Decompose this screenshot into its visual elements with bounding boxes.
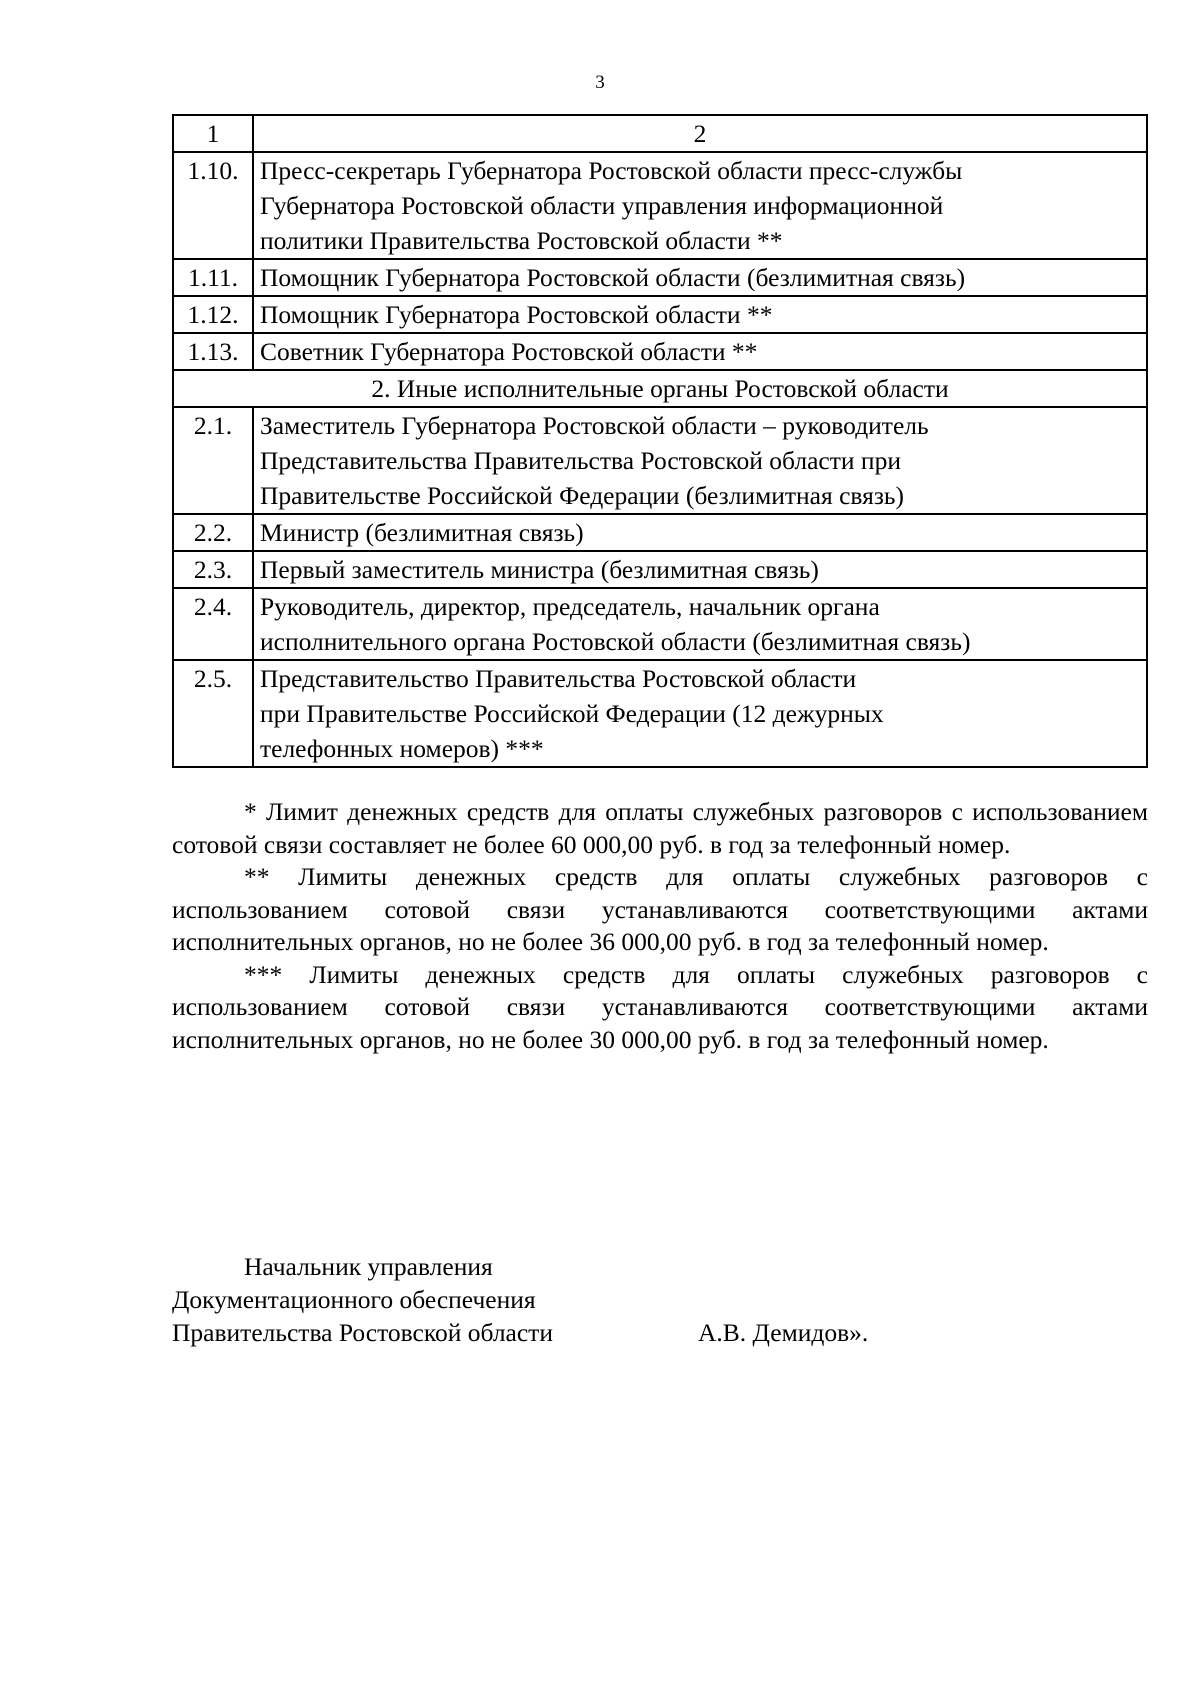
row-number: 2.3. [173, 551, 253, 588]
footnotes [172, 796, 1148, 1056]
row-position-line: Заместитель Губернатора Ростовской области – руководитель [260, 411, 929, 440]
section-title: 2. Иные исполнительные органы Ростовской области [173, 370, 1147, 407]
row-number: 1.11. [173, 259, 253, 296]
table-row [173, 660, 1147, 767]
row-number: 1.12. [173, 296, 253, 333]
row-position [253, 588, 1147, 660]
row-position-line: при Правительстве Российской Федерации (12 дежурных [260, 699, 884, 728]
row-number: 1.10. [173, 152, 253, 259]
table-row [173, 259, 1147, 296]
table-header-row [173, 115, 1147, 152]
row-position-line: Помощник Губернатора Ростовской области ** [260, 300, 773, 329]
row-position-line: Правительстве Российской Федерации (безлимитная связь) [260, 481, 905, 510]
table-section-row [173, 370, 1147, 407]
signature-block [172, 1250, 1148, 1349]
row-number: 1.13. [173, 333, 253, 370]
table-row [173, 514, 1147, 551]
row-number: 2.2. [173, 514, 253, 551]
row-position-line: Представительства Правительства Ростовской области при [260, 446, 901, 475]
row-position-line: политики Правительства Ростовской области ** [260, 226, 783, 255]
row-position-line: исполнительного органа Ростовской области (безлимитная связь) [260, 627, 971, 656]
row-position [253, 514, 1147, 551]
row-position-line: Пресс-секретарь Губернатора Ростовской области пресс-службы [260, 156, 963, 185]
row-position-line: телефонных номеров) *** [260, 734, 544, 763]
row-position-line: Первый заместитель министра (безлимитная связь) [260, 555, 819, 584]
signer-title-line-1: Начальник управления [244, 1252, 493, 1281]
row-position [253, 407, 1147, 514]
footnote-three-star: *** Лимиты денежных средств для оплаты служебных разговоров с использованием сотовой связи устанавливаются соответствующими актами исполнительных органов, но не более 30 000,00 руб. в год за телефонный номер. [172, 959, 1148, 1054]
footnote-one-star: * Лимит денежных средств для оплаты служебных разговоров с использованием сотовой связи составляет не более 60 000,00 руб. в год за телефонный номер. [172, 797, 1148, 859]
row-position-line: Советник Губернатора Ростовской области ** [260, 337, 758, 366]
row-position [253, 152, 1147, 259]
table-row [173, 152, 1147, 259]
positions-table [172, 114, 1148, 768]
signer-title-line-2: Документационного обеспечения [172, 1285, 536, 1314]
row-position [253, 551, 1147, 588]
row-number: 2.4. [173, 588, 253, 660]
table-row [173, 551, 1147, 588]
signer-title-row [172, 1316, 1148, 1349]
row-position [253, 660, 1147, 767]
table-row [173, 296, 1147, 333]
row-position [253, 296, 1147, 333]
row-number: 2.5. [173, 660, 253, 767]
row-position-line: Представительство Правительства Ростовской области [260, 664, 857, 693]
row-number: 2.1. [173, 407, 253, 514]
signer-title-line-3: Правительства Ростовской области [172, 1318, 553, 1347]
row-position-line: Министр (безлимитная связь) [260, 518, 584, 547]
signer-name: А.В. Демидов». [698, 1318, 869, 1347]
table-row [173, 407, 1147, 514]
table-row [173, 333, 1147, 370]
row-position-line: Губернатора Ростовской области управления информационной [260, 191, 944, 220]
row-position [253, 333, 1147, 370]
footnote-two-star: ** Лимиты денежных средств для оплаты служебных разговоров с использованием сотовой связи устанавливаются соответствующими актами исполнительных органов, но не более 36 000,00 руб. в год за телефонный номер. [172, 862, 1148, 956]
row-position [253, 259, 1147, 296]
header-col-position: 2 [253, 115, 1147, 152]
row-position-line: Помощник Губернатора Ростовской области (безлимитная связь) [260, 263, 966, 292]
row-position-line: Руководитель, директор, председатель, начальник органа [260, 592, 880, 621]
header-col-number: 1 [173, 115, 253, 152]
table-row [173, 588, 1147, 660]
page-number: 3 [595, 72, 605, 93]
